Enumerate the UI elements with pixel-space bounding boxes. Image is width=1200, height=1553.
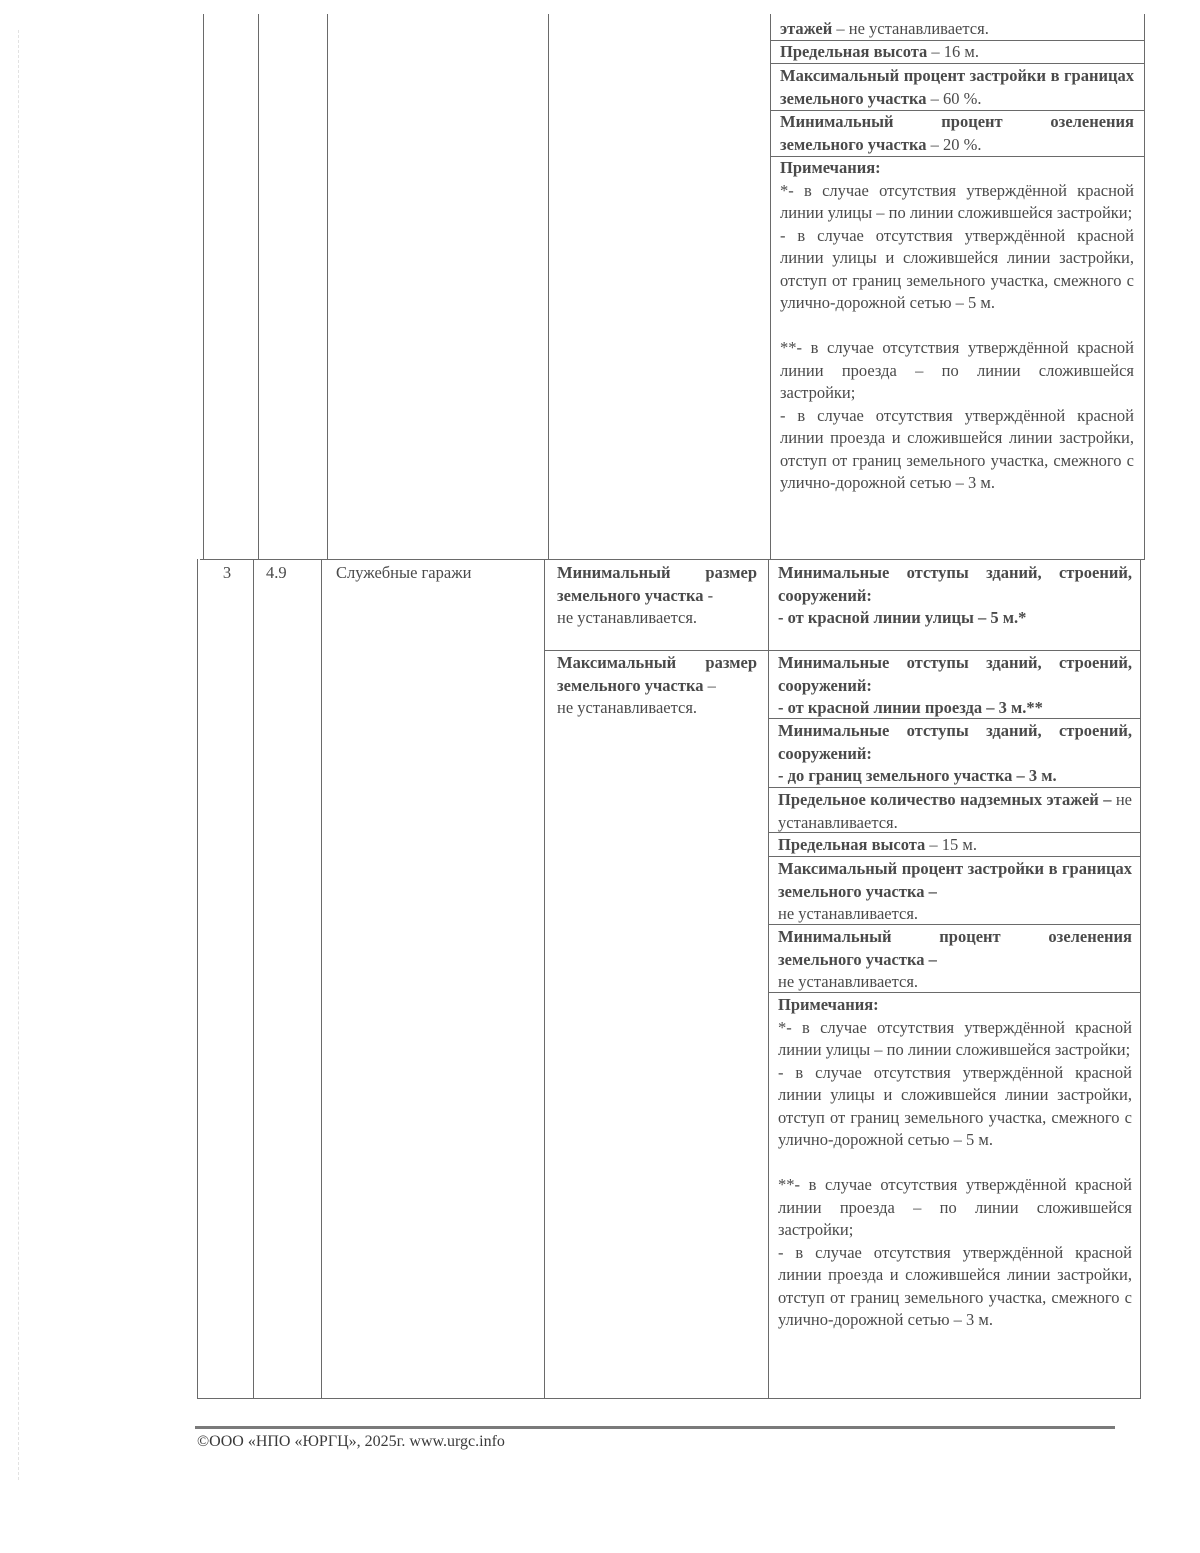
coverage-label: Максимальный процент застройки в границах земельного участка [780,66,1134,108]
floors-value: не устанавливается. [778,790,1132,832]
notes-title-row3: Примечания: [778,995,879,1014]
floors-tail-value: – не устанавливается. [832,19,989,38]
note-3: **- в случае отсутствия утверждённой красной линии проезда – по линии сложившейся застройки; [780,338,1134,402]
coverage-cell [780,65,1134,110]
greening-label: Минимальный процент озеленения земельного участка [780,112,1134,154]
setback-boundary-label: Минимальные отступы зданий, строений, сооружений: [778,721,1132,763]
notes-cell-row3 [778,994,1132,1332]
floors-tail-cell [780,18,1134,41]
height-label: Предельная высота [780,42,928,61]
note-1-row3: *- в случае отсутствия утверждённой красной линии улицы – по линии сложившейся застройки; [778,1017,1132,1059]
setback-boundary-cell [778,720,1132,788]
min-size-cell [557,562,757,630]
height-cell [780,41,1134,64]
coverage-value: – 60 %. [926,88,982,108]
row-code: 4.9 [266,563,287,582]
setback-passage-value: - от красной линии проезда – 3 м.** [778,698,1043,717]
max-size-dash: – [703,675,716,695]
note-2: - в случае отсутствия утверждённой красной линии улицы и сложившейся линии застройки, отступ от границ земельного участка, смежного с улично-дорожной сетью – 5 м. [780,225,1134,312]
footer-copyright: ©ООО «НПО «ЮРГЦ», 2025г. www.urgc.info [197,1433,505,1450]
height-value: – 16 м. [927,42,979,61]
note-4-row3: - в случае отсутствия утверждённой красной линии проезда и сложившейся линии застройки, отступ от границ земельного участка, смежного с улично-дорожной сетью – 3 м. [778,1242,1132,1329]
greening-label-row3: Минимальный процент озеленения земельного участка – [778,927,1132,969]
note-4: - в случае отсутствия утверждённой красной линии проезда и сложившейся линии застройки, отступ от границ земельного участка, смежного с улично-дорожной сетью – 3 м. [780,405,1134,492]
scan-margin-artifact [18,30,19,1480]
min-size-value: не устанавливается. [557,608,698,627]
note-3-row3: **- в случае отсутствия утверждённой красной линии проезда – по линии сложившейся застройки; [778,1175,1132,1239]
footer-rule [195,1426,1115,1429]
notes-spacer [780,315,1134,338]
setback-passage-cell [778,652,1132,720]
floors-label: Предельное количество надземных этажей – [778,790,1112,809]
floors-cell [778,789,1132,834]
coverage-label-row3: Максимальный процент застройки в границах земельного участка – [778,859,1132,901]
min-size-dash: - [703,585,714,605]
min-size-label: Минимальный размер земельного участка [557,563,757,605]
setback-street-label: Минимальные отступы зданий, строений, сооружений: [778,563,1132,605]
greening-value: – 20 %. [926,134,982,154]
row-use-name: Служебные гаражи [336,563,472,582]
notes-spacer-row3 [778,1152,1132,1175]
notes-title: Примечания: [780,158,881,177]
notes-cell [780,157,1134,495]
height-label-row3: Предельная высота [778,835,926,854]
note-2-row3: - в случае отсутствия утверждённой красной линии улицы и сложившейся линии застройки, отступ от границ земельного участка, смежного с улично-дорожной сетью – 5 м. [778,1062,1132,1149]
height-value-row3: – 15 м. [925,835,977,854]
setback-street-value: - от красной линии улицы – 5 м.* [778,608,1027,627]
setback-boundary-value: - до границ земельного участка – 3 м. [778,766,1057,785]
greening-value-row3: не устанавливается. [778,972,919,991]
max-size-value: не устанавливается. [557,698,698,717]
note-1: *- в случае отсутствия утверждённой красной линии улицы – по линии сложившейся застройки; [780,180,1134,222]
max-size-cell [557,652,757,720]
coverage-value-row3: не устанавливается. [778,904,919,923]
row-number: 3 [222,563,232,582]
setback-street-cell [778,562,1132,630]
greening-cell [780,111,1134,156]
height-cell-row3 [778,834,1132,857]
coverage-cell-row3 [778,858,1132,926]
max-size-label: Максимальный размер земельного участка [557,653,757,695]
floors-tail-label: этажей [780,19,833,38]
greening-cell-row3 [778,926,1132,994]
setback-passage-label: Минимальные отступы зданий, строений, сооружений: [778,653,1132,695]
